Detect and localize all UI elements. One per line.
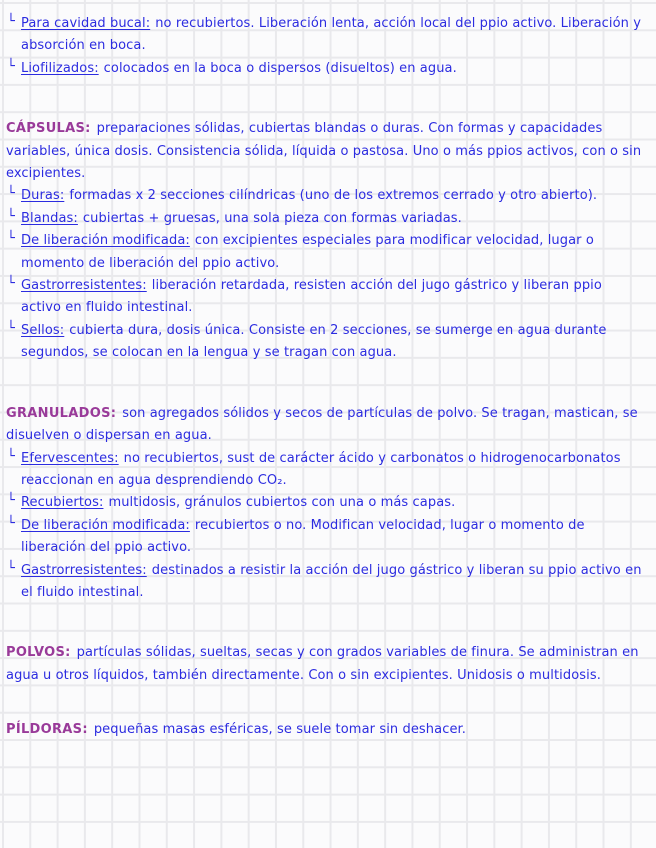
branch-marker: └ xyxy=(7,560,15,576)
item-lead: Duras: xyxy=(21,188,65,204)
item-lead: Para cavidad bucal: xyxy=(21,16,151,31)
branch-marker: └ xyxy=(7,14,15,29)
item-lead: Sellos: xyxy=(21,322,65,338)
note-item xyxy=(6,58,646,80)
notes-section-capsulas xyxy=(6,118,646,364)
item-text: cubiertas + gruesas, una sola pieza con formas variadas. xyxy=(82,210,462,226)
item-text: cubierta dura, dosis única. Consiste en 2 secciones, se sumerge en agua durante segundos, se colocan en la lengua y se tragan con agua. xyxy=(21,322,607,361)
section-intro-para xyxy=(6,118,646,185)
item-lead: Blandas: xyxy=(21,210,78,226)
item-lead: Liofilizados: xyxy=(21,60,99,76)
section-heading: GRANULADOS: xyxy=(6,405,117,421)
item-text: formadas x 2 secciones cilíndricas (uno de los extremos cerrado y otro abierto). xyxy=(69,188,598,204)
item-text: destinados a resistir la acción del jugo gástrico y liberan su ppio activo en el fluido intestinal. xyxy=(21,562,642,600)
item-text: recubiertos o no. Modifican velocidad, lugar o momento de liberación del ppio activo. xyxy=(21,517,585,556)
section-intro-para xyxy=(6,403,646,448)
item-text: con excipientes especiales para modificar velocidad, lugar o momento de liberación del ppio activo. xyxy=(21,233,594,271)
branch-marker: └ xyxy=(7,276,15,292)
note-item xyxy=(6,13,646,58)
note-item xyxy=(6,515,646,560)
note-item xyxy=(6,492,646,514)
item-lead: De liberación modificada: xyxy=(21,233,190,249)
item-text: colocados en la boca o dispersos (disueltos) en agua. xyxy=(103,60,457,76)
note-item xyxy=(6,320,646,365)
branch-marker: └ xyxy=(7,186,15,202)
section-intro: partículas sólidas, sueltas, secas y con grados variables de finura. Se administran en agua u otros líquidos, también directamente. Con o sin excipientes. Unidosis o multidosis. xyxy=(6,645,639,683)
notes-section-granulados xyxy=(6,403,646,605)
section-intro-para xyxy=(6,642,646,687)
branch-marker: └ xyxy=(7,208,15,224)
notes-section-comprimidos-cont xyxy=(6,13,646,80)
branch-marker: └ xyxy=(7,515,15,531)
section-heading: POLVOS: xyxy=(6,645,71,661)
note-item xyxy=(6,560,646,605)
section-intro: preparaciones sólidas, cubiertas blandas o duras. Con formas y capacidades variables, única dosis. Consistencia sólida, líquida o pastosa. Uno o más ppios activos, con o sin excipientes. xyxy=(6,121,642,182)
item-text: no recubiertos, sust de carácter ácido y carbonatos o hidrogenocarbonatos reaccionan en agua desprendiendo CO₂. xyxy=(21,450,621,488)
section-heading: PÍLDORAS: xyxy=(6,722,88,738)
note-item xyxy=(6,448,646,493)
branch-marker: └ xyxy=(7,448,15,464)
section-heading: CÁPSULAS: xyxy=(6,121,91,137)
notes-section-polvos xyxy=(6,642,646,687)
section-intro-para xyxy=(6,719,646,741)
item-lead: Efervescentes: xyxy=(21,450,119,466)
note-item xyxy=(6,185,646,207)
note-item xyxy=(6,208,646,230)
item-lead: Gastrorresistentes: xyxy=(21,278,147,294)
section-intro: pequeñas masas esféricas, se suele tomar sin deshacer. xyxy=(93,722,467,738)
section-intro: son agregados sólidos y secos de partículas de polvo. Se tragan, mastican, se disuelven o dispersan en agua. xyxy=(6,405,638,444)
item-lead: Gastrorresistentes: xyxy=(21,562,147,578)
item-lead: Recubiertos: xyxy=(21,495,104,511)
item-text: multidosis, gránulos cubiertos con una o más capas. xyxy=(108,495,456,511)
item-text: liberación retardada, resisten acción del jugo gástrico y liberan ppio activo en fluido intestinal. xyxy=(21,278,602,316)
item-lead: De liberación modificada: xyxy=(21,517,190,533)
note-item xyxy=(6,230,646,275)
item-text: no recubiertos. Liberación lenta, acción local del ppio activo. Liberación y absorción en boca. xyxy=(21,16,642,54)
notes-section-pildoras xyxy=(6,719,646,741)
note-item xyxy=(6,275,646,320)
branch-marker: └ xyxy=(7,231,15,247)
branch-marker: └ xyxy=(7,58,15,74)
branch-marker: └ xyxy=(7,493,15,509)
branch-marker: └ xyxy=(7,320,15,336)
